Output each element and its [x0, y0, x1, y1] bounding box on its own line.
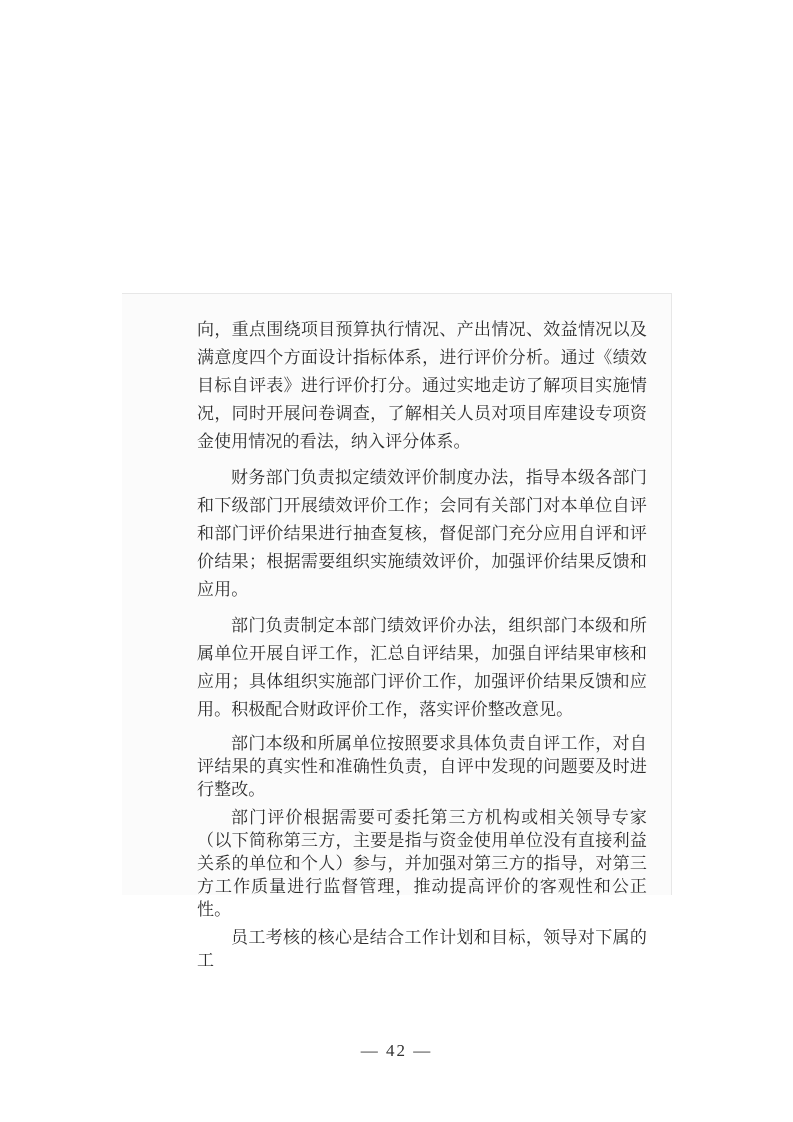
page-number: — 42 — [360, 1041, 433, 1060]
paragraph-dept-duty: 部门负责制定本部门绩效评价办法，组织部门本级和所属单位开展自评工作，汇总自评结果，加强自评结果审核和应用；具体组织实施部门评价工作，加强评价结果反馈和应用。积极配合财政评价工作，落实评价整改意见。 [197, 616, 647, 719]
paragraph-continuation: 向，重点围绕项目预算执行情况、产出情况、效益情况以及满意度四个方面设计指标体系，进行评价分析。通过《绩效目标自评表》进行评价打分。通过实地走访了解项目实施情况，同时开展问卷调查，了解相关人员对项目库建设专项资金使用情况的看法，纳入评分体系。 [197, 320, 647, 451]
page-footer [0, 1041, 793, 1061]
body-text [197, 316, 647, 972]
paragraph-staff-assessment: 员工考核的核心是结合工作计划和目标，领导对下属的工 [197, 928, 647, 970]
paragraph-third-party: 部门评价根据需要可委托第三方机构或相关领导专家（以下简称第三方，主要是指与资金使用单位没有直接利益关系的单位和个人）参与，并加强对第三方的指导，对第三方工作质量进行监督管理，推动提高评价的客观性和公正性。 [197, 808, 647, 919]
scanned-page [122, 293, 672, 970]
paragraph-self-evaluation: 部门本级和所属单位按照要求具体负责自评工作，对自评结果的真实性和准确性负责，自评中发现的问题要及时进行整改。 [197, 734, 647, 799]
paragraph-finance-dept: 财务部门负责拟定绩效评价制度办法，指导本级各部门和下级部门开展绩效评价工作；会同有关部门对本单位自评和部门评价结果进行抽查复核，督促部门充分应用自评和评价结果；根据需要组织实施绩效评价，加强评价结果反馈和应用。 [197, 468, 647, 599]
